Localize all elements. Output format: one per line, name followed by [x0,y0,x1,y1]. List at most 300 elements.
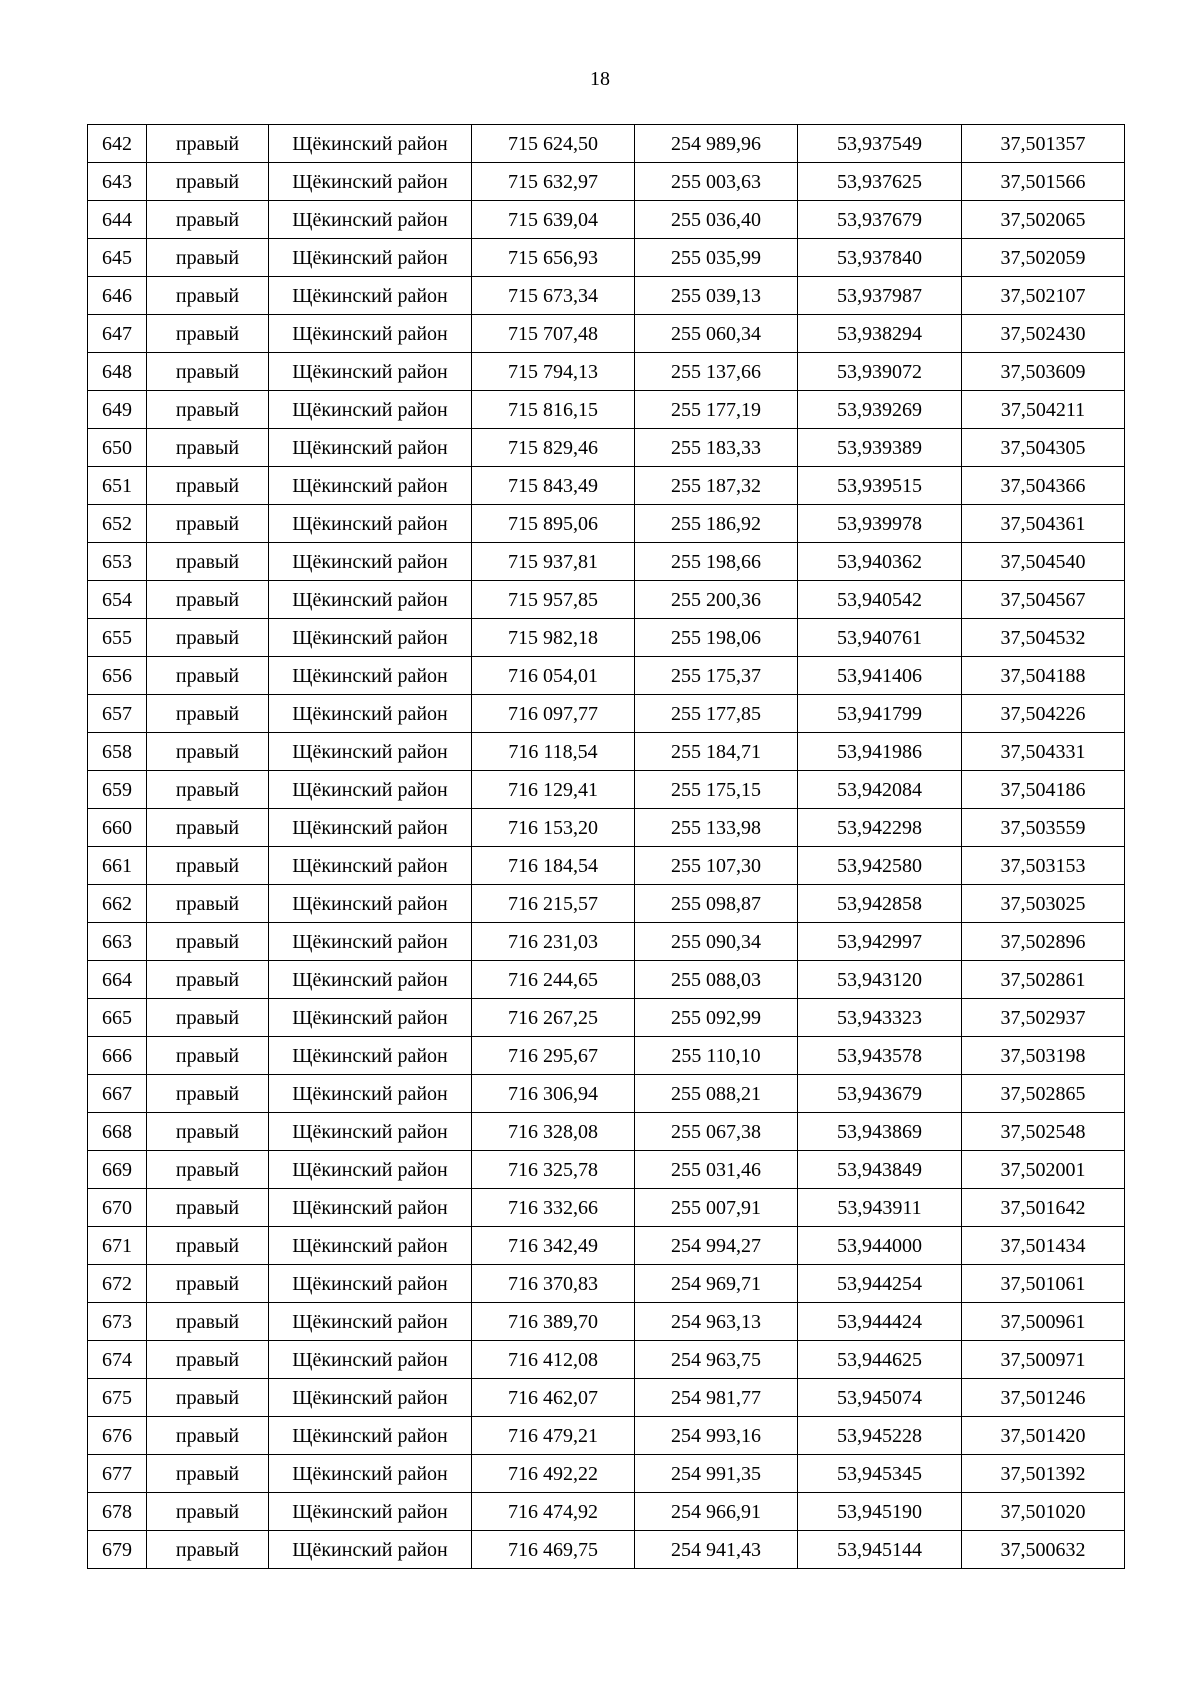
bank-side-cell: правый [147,1493,269,1531]
bank-side-cell: правый [147,1037,269,1075]
district-cell: Щёкинский район [269,809,472,847]
table-row [88,467,1125,505]
y-coordinate-cell: 255 031,46 [635,1151,798,1189]
bank-side-cell: правый [147,847,269,885]
y-coordinate-cell: 255 133,98 [635,809,798,847]
bank-side-cell: правый [147,239,269,277]
x-coordinate-cell: 715 624,50 [472,125,635,163]
longitude-cell: 37,504540 [962,543,1125,581]
longitude-cell: 37,503559 [962,809,1125,847]
bank-side-cell: правый [147,1341,269,1379]
latitude-cell: 53,937840 [798,239,962,277]
x-coordinate-cell: 716 479,21 [472,1417,635,1455]
district-cell: Щёкинский район [269,315,472,353]
district-cell: Щёкинский район [269,429,472,467]
coordinates-table [87,124,1125,1569]
point-number-cell: 667 [88,1075,147,1113]
table-row [88,353,1125,391]
table-row [88,1151,1125,1189]
longitude-cell: 37,504211 [962,391,1125,429]
x-coordinate-cell: 716 325,78 [472,1151,635,1189]
table-row [88,239,1125,277]
y-coordinate-cell: 254 941,43 [635,1531,798,1569]
table-row [88,809,1125,847]
latitude-cell: 53,939978 [798,505,962,543]
x-coordinate-cell: 715 829,46 [472,429,635,467]
bank-side-cell: правый [147,961,269,999]
longitude-cell: 37,501392 [962,1455,1125,1493]
latitude-cell: 53,937625 [798,163,962,201]
point-number-cell: 679 [88,1531,147,1569]
district-cell: Щёкинский район [269,277,472,315]
x-coordinate-cell: 716 332,66 [472,1189,635,1227]
district-cell: Щёкинский район [269,733,472,771]
latitude-cell: 53,945190 [798,1493,962,1531]
latitude-cell: 53,945228 [798,1417,962,1455]
x-coordinate-cell: 716 342,49 [472,1227,635,1265]
y-coordinate-cell: 254 991,35 [635,1455,798,1493]
y-coordinate-cell: 255 198,06 [635,619,798,657]
table-row [88,733,1125,771]
y-coordinate-cell: 255 067,38 [635,1113,798,1151]
point-number-cell: 654 [88,581,147,619]
district-cell: Щёкинский район [269,201,472,239]
bank-side-cell: правый [147,391,269,429]
longitude-cell: 37,501642 [962,1189,1125,1227]
longitude-cell: 37,502059 [962,239,1125,277]
table-row [88,201,1125,239]
district-cell: Щёкинский район [269,125,472,163]
point-number-cell: 657 [88,695,147,733]
table-row [88,1113,1125,1151]
table-row [88,429,1125,467]
latitude-cell: 53,942084 [798,771,962,809]
y-coordinate-cell: 255 184,71 [635,733,798,771]
latitude-cell: 53,940362 [798,543,962,581]
longitude-cell: 37,504305 [962,429,1125,467]
district-cell: Щёкинский район [269,239,472,277]
longitude-cell: 37,504186 [962,771,1125,809]
point-number-cell: 658 [88,733,147,771]
point-number-cell: 660 [88,809,147,847]
y-coordinate-cell: 254 994,27 [635,1227,798,1265]
latitude-cell: 53,942298 [798,809,962,847]
latitude-cell: 53,940542 [798,581,962,619]
latitude-cell: 53,941986 [798,733,962,771]
bank-side-cell: правый [147,1379,269,1417]
bank-side-cell: правый [147,1265,269,1303]
x-coordinate-cell: 715 843,49 [472,467,635,505]
bank-side-cell: правый [147,1455,269,1493]
bank-side-cell: правый [147,999,269,1037]
table-row [88,695,1125,733]
table-row [88,277,1125,315]
table-row [88,1227,1125,1265]
y-coordinate-cell: 255 200,36 [635,581,798,619]
y-coordinate-cell: 255 098,87 [635,885,798,923]
point-number-cell: 671 [88,1227,147,1265]
longitude-cell: 37,502001 [962,1151,1125,1189]
table-row [88,1189,1125,1227]
district-cell: Щёкинский район [269,1227,472,1265]
x-coordinate-cell: 715 673,34 [472,277,635,315]
latitude-cell: 53,945345 [798,1455,962,1493]
y-coordinate-cell: 254 969,71 [635,1265,798,1303]
x-coordinate-cell: 716 244,65 [472,961,635,999]
longitude-cell: 37,502937 [962,999,1125,1037]
x-coordinate-cell: 716 231,03 [472,923,635,961]
bank-side-cell: правый [147,581,269,619]
y-coordinate-cell: 255 187,32 [635,467,798,505]
x-coordinate-cell: 716 184,54 [472,847,635,885]
x-coordinate-cell: 715 937,81 [472,543,635,581]
district-cell: Щёкинский район [269,885,472,923]
bank-side-cell: правый [147,923,269,961]
latitude-cell: 53,944424 [798,1303,962,1341]
longitude-cell: 37,501357 [962,125,1125,163]
table-row [88,1531,1125,1569]
district-cell: Щёкинский район [269,695,472,733]
x-coordinate-cell: 716 389,70 [472,1303,635,1341]
y-coordinate-cell: 255 186,92 [635,505,798,543]
district-cell: Щёкинский район [269,353,472,391]
point-number-cell: 676 [88,1417,147,1455]
latitude-cell: 53,938294 [798,315,962,353]
bank-side-cell: правый [147,429,269,467]
longitude-cell: 37,501246 [962,1379,1125,1417]
longitude-cell: 37,504532 [962,619,1125,657]
latitude-cell: 53,944000 [798,1227,962,1265]
bank-side-cell: правый [147,505,269,543]
point-number-cell: 647 [88,315,147,353]
district-cell: Щёкинский район [269,847,472,885]
x-coordinate-cell: 716 370,83 [472,1265,635,1303]
x-coordinate-cell: 715 632,97 [472,163,635,201]
point-number-cell: 666 [88,1037,147,1075]
bank-side-cell: правый [147,885,269,923]
longitude-cell: 37,502865 [962,1075,1125,1113]
district-cell: Щёкинский район [269,1151,472,1189]
latitude-cell: 53,943911 [798,1189,962,1227]
table-row [88,1417,1125,1455]
longitude-cell: 37,501420 [962,1417,1125,1455]
table-row [88,1455,1125,1493]
point-number-cell: 669 [88,1151,147,1189]
district-cell: Щёкинский район [269,1455,472,1493]
x-coordinate-cell: 715 707,48 [472,315,635,353]
x-coordinate-cell: 716 129,41 [472,771,635,809]
longitude-cell: 37,503153 [962,847,1125,885]
longitude-cell: 37,504361 [962,505,1125,543]
point-number-cell: 649 [88,391,147,429]
district-cell: Щёкинский район [269,1303,472,1341]
latitude-cell: 53,939515 [798,467,962,505]
bank-side-cell: правый [147,771,269,809]
y-coordinate-cell: 254 963,75 [635,1341,798,1379]
longitude-cell: 37,502430 [962,315,1125,353]
bank-side-cell: правый [147,1151,269,1189]
y-coordinate-cell: 255 039,13 [635,277,798,315]
district-cell: Щёкинский район [269,1265,472,1303]
x-coordinate-cell: 716 474,92 [472,1493,635,1531]
x-coordinate-cell: 716 295,67 [472,1037,635,1075]
bank-side-cell: правый [147,353,269,391]
table-row [88,1265,1125,1303]
district-cell: Щёкинский район [269,505,472,543]
point-number-cell: 661 [88,847,147,885]
x-coordinate-cell: 716 412,08 [472,1341,635,1379]
table-row [88,1341,1125,1379]
bank-side-cell: правый [147,1075,269,1113]
latitude-cell: 53,940761 [798,619,962,657]
table-row [88,961,1125,999]
point-number-cell: 672 [88,1265,147,1303]
bank-side-cell: правый [147,1189,269,1227]
bank-side-cell: правый [147,543,269,581]
latitude-cell: 53,942858 [798,885,962,923]
point-number-cell: 665 [88,999,147,1037]
y-coordinate-cell: 254 981,77 [635,1379,798,1417]
x-coordinate-cell: 716 215,57 [472,885,635,923]
latitude-cell: 53,944254 [798,1265,962,1303]
x-coordinate-cell: 715 982,18 [472,619,635,657]
y-coordinate-cell: 254 989,96 [635,125,798,163]
table-row [88,619,1125,657]
x-coordinate-cell: 715 639,04 [472,201,635,239]
longitude-cell: 37,500961 [962,1303,1125,1341]
latitude-cell: 53,943323 [798,999,962,1037]
y-coordinate-cell: 255 060,34 [635,315,798,353]
longitude-cell: 37,503609 [962,353,1125,391]
latitude-cell: 53,943679 [798,1075,962,1113]
longitude-cell: 37,502548 [962,1113,1125,1151]
point-number-cell: 644 [88,201,147,239]
point-number-cell: 648 [88,353,147,391]
y-coordinate-cell: 255 036,40 [635,201,798,239]
longitude-cell: 37,502861 [962,961,1125,999]
table-row [88,1493,1125,1531]
district-cell: Щёкинский район [269,1341,472,1379]
latitude-cell: 53,943120 [798,961,962,999]
y-coordinate-cell: 255 003,63 [635,163,798,201]
longitude-cell: 37,500971 [962,1341,1125,1379]
latitude-cell: 53,943869 [798,1113,962,1151]
point-number-cell: 674 [88,1341,147,1379]
table-row [88,923,1125,961]
longitude-cell: 37,501566 [962,163,1125,201]
district-cell: Щёкинский район [269,391,472,429]
x-coordinate-cell: 716 469,75 [472,1531,635,1569]
y-coordinate-cell: 254 966,91 [635,1493,798,1531]
latitude-cell: 53,937679 [798,201,962,239]
y-coordinate-cell: 255 110,10 [635,1037,798,1075]
bank-side-cell: правый [147,695,269,733]
bank-side-cell: правый [147,163,269,201]
y-coordinate-cell: 255 175,15 [635,771,798,809]
district-cell: Щёкинский район [269,1493,472,1531]
point-number-cell: 642 [88,125,147,163]
table-row [88,1075,1125,1113]
point-number-cell: 663 [88,923,147,961]
longitude-cell: 37,501020 [962,1493,1125,1531]
point-number-cell: 652 [88,505,147,543]
latitude-cell: 53,939389 [798,429,962,467]
bank-side-cell: правый [147,619,269,657]
district-cell: Щёкинский район [269,961,472,999]
district-cell: Щёкинский район [269,999,472,1037]
bank-side-cell: правый [147,125,269,163]
bank-side-cell: правый [147,1531,269,1569]
district-cell: Щёкинский район [269,581,472,619]
x-coordinate-cell: 716 462,07 [472,1379,635,1417]
table-row [88,885,1125,923]
table-row [88,315,1125,353]
x-coordinate-cell: 715 656,93 [472,239,635,277]
district-cell: Щёкинский район [269,1037,472,1075]
x-coordinate-cell: 716 118,54 [472,733,635,771]
longitude-cell: 37,501061 [962,1265,1125,1303]
point-number-cell: 677 [88,1455,147,1493]
point-number-cell: 670 [88,1189,147,1227]
point-number-cell: 651 [88,467,147,505]
table-row [88,657,1125,695]
y-coordinate-cell: 254 993,16 [635,1417,798,1455]
table-row [88,1037,1125,1075]
district-cell: Щёкинский район [269,1189,472,1227]
table-row [88,125,1125,163]
x-coordinate-cell: 716 492,22 [472,1455,635,1493]
y-coordinate-cell: 255 035,99 [635,239,798,277]
latitude-cell: 53,937987 [798,277,962,315]
latitude-cell: 53,945144 [798,1531,962,1569]
longitude-cell: 37,502896 [962,923,1125,961]
bank-side-cell: правый [147,1303,269,1341]
table-row [88,999,1125,1037]
x-coordinate-cell: 716 097,77 [472,695,635,733]
district-cell: Щёкинский район [269,619,472,657]
longitude-cell: 37,501434 [962,1227,1125,1265]
y-coordinate-cell: 255 088,03 [635,961,798,999]
y-coordinate-cell: 255 177,85 [635,695,798,733]
latitude-cell: 53,937549 [798,125,962,163]
y-coordinate-cell: 255 088,21 [635,1075,798,1113]
point-number-cell: 678 [88,1493,147,1531]
district-cell: Щёкинский район [269,1531,472,1569]
point-number-cell: 664 [88,961,147,999]
bank-side-cell: правый [147,201,269,239]
district-cell: Щёкинский район [269,543,472,581]
table-row [88,1379,1125,1417]
x-coordinate-cell: 715 957,85 [472,581,635,619]
district-cell: Щёкинский район [269,163,472,201]
longitude-cell: 37,504366 [962,467,1125,505]
table-row [88,163,1125,201]
longitude-cell: 37,500632 [962,1531,1125,1569]
x-coordinate-cell: 716 054,01 [472,657,635,695]
table-row [88,771,1125,809]
district-cell: Щёкинский район [269,1075,472,1113]
point-number-cell: 659 [88,771,147,809]
longitude-cell: 37,503025 [962,885,1125,923]
x-coordinate-cell: 716 328,08 [472,1113,635,1151]
y-coordinate-cell: 255 177,19 [635,391,798,429]
longitude-cell: 37,502065 [962,201,1125,239]
district-cell: Щёкинский район [269,467,472,505]
table-row [88,391,1125,429]
y-coordinate-cell: 254 963,13 [635,1303,798,1341]
latitude-cell: 53,943849 [798,1151,962,1189]
bank-side-cell: правый [147,1417,269,1455]
bank-side-cell: правый [147,1227,269,1265]
longitude-cell: 37,502107 [962,277,1125,315]
point-number-cell: 675 [88,1379,147,1417]
longitude-cell: 37,503198 [962,1037,1125,1075]
page-number: 18 [590,68,610,90]
latitude-cell: 53,945074 [798,1379,962,1417]
point-number-cell: 673 [88,1303,147,1341]
district-cell: Щёкинский район [269,1379,472,1417]
latitude-cell: 53,942580 [798,847,962,885]
point-number-cell: 646 [88,277,147,315]
y-coordinate-cell: 255 092,99 [635,999,798,1037]
y-coordinate-cell: 255 107,30 [635,847,798,885]
point-number-cell: 656 [88,657,147,695]
district-cell: Щёкинский район [269,657,472,695]
longitude-cell: 37,504226 [962,695,1125,733]
y-coordinate-cell: 255 090,34 [635,923,798,961]
table-row [88,505,1125,543]
y-coordinate-cell: 255 183,33 [635,429,798,467]
table-row [88,1303,1125,1341]
x-coordinate-cell: 716 267,25 [472,999,635,1037]
latitude-cell: 53,941799 [798,695,962,733]
bank-side-cell: правый [147,277,269,315]
bank-side-cell: правый [147,657,269,695]
bank-side-cell: правый [147,467,269,505]
table-row [88,847,1125,885]
latitude-cell: 53,941406 [798,657,962,695]
bank-side-cell: правый [147,809,269,847]
y-coordinate-cell: 255 175,37 [635,657,798,695]
x-coordinate-cell: 715 895,06 [472,505,635,543]
latitude-cell: 53,939269 [798,391,962,429]
x-coordinate-cell: 715 816,15 [472,391,635,429]
district-cell: Щёкинский район [269,1417,472,1455]
bank-side-cell: правый [147,1113,269,1151]
longitude-cell: 37,504188 [962,657,1125,695]
coordinates-table-body [88,125,1125,1569]
district-cell: Щёкинский район [269,923,472,961]
table-row [88,543,1125,581]
longitude-cell: 37,504567 [962,581,1125,619]
table-row [88,581,1125,619]
point-number-cell: 668 [88,1113,147,1151]
latitude-cell: 53,944625 [798,1341,962,1379]
district-cell: Щёкинский район [269,1113,472,1151]
bank-side-cell: правый [147,315,269,353]
y-coordinate-cell: 255 007,91 [635,1189,798,1227]
latitude-cell: 53,943578 [798,1037,962,1075]
point-number-cell: 662 [88,885,147,923]
point-number-cell: 643 [88,163,147,201]
x-coordinate-cell: 715 794,13 [472,353,635,391]
latitude-cell: 53,939072 [798,353,962,391]
y-coordinate-cell: 255 137,66 [635,353,798,391]
point-number-cell: 645 [88,239,147,277]
x-coordinate-cell: 716 306,94 [472,1075,635,1113]
x-coordinate-cell: 716 153,20 [472,809,635,847]
point-number-cell: 650 [88,429,147,467]
